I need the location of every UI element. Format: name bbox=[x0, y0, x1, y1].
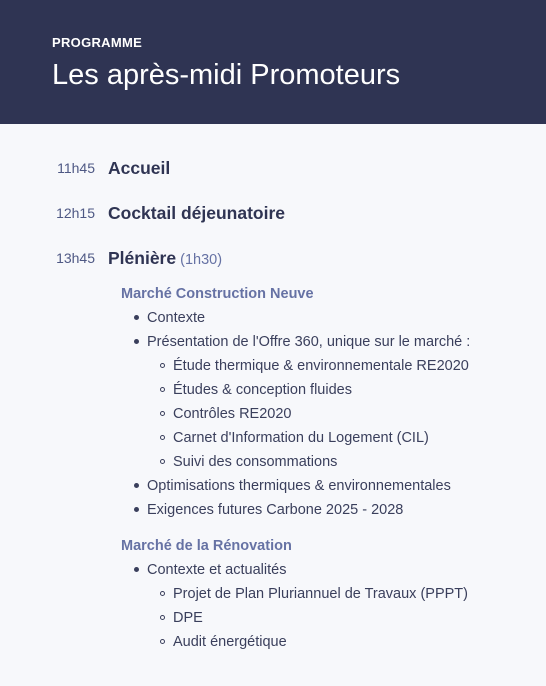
sub-list-item bbox=[160, 380, 352, 400]
circle-bullet-icon bbox=[160, 363, 165, 368]
schedule-time: 12h15 bbox=[56, 205, 95, 221]
list-item-text: Étude thermique & environnementale RE2020 bbox=[173, 358, 469, 374]
schedule-time: 13h45 bbox=[56, 250, 95, 266]
circle-bullet-icon bbox=[160, 411, 165, 416]
list-item-text: Contrôles RE2020 bbox=[173, 406, 292, 422]
section-title-construction-neuve: Marché Construction Neuve bbox=[121, 286, 314, 302]
list-item-text: Audit énergétique bbox=[173, 634, 287, 650]
schedule-label: Cocktail déjeunatoire bbox=[108, 203, 285, 223]
sub-list-item bbox=[160, 584, 468, 604]
list-item-text: Présentation de l'Offre 360, unique sur le marché : bbox=[147, 334, 471, 350]
list-item-text: DPE bbox=[173, 610, 203, 626]
bullet-icon bbox=[134, 339, 139, 344]
schedule-label: Accueil bbox=[108, 158, 171, 178]
list-item-text: Études & conception fluides bbox=[173, 382, 352, 398]
list-item-text: Optimisations thermiques & environnementales bbox=[147, 478, 451, 494]
circle-bullet-icon bbox=[160, 591, 165, 596]
section-title-renovation: Marché de la Rénovation bbox=[121, 538, 292, 554]
sub-list-item bbox=[160, 632, 287, 652]
bullet-icon bbox=[134, 315, 139, 320]
list-item bbox=[134, 308, 205, 328]
circle-bullet-icon bbox=[160, 615, 165, 620]
list-item bbox=[134, 332, 470, 352]
program-eyebrow: PROGRAMME bbox=[52, 35, 143, 50]
circle-bullet-icon bbox=[160, 387, 165, 392]
program-title: Les après-midi Promoteurs bbox=[52, 59, 401, 91]
list-item-text: Contexte et actualités bbox=[147, 562, 287, 578]
schedule-duration: (1h30) bbox=[180, 252, 223, 268]
program-header bbox=[0, 0, 546, 124]
bullet-icon bbox=[134, 483, 139, 488]
list-item bbox=[134, 476, 451, 496]
list-item-text: Exigences futures Carbone 2025 - 2028 bbox=[147, 502, 404, 518]
circle-bullet-icon bbox=[160, 435, 165, 440]
schedule-time: 11h45 bbox=[57, 160, 95, 176]
sub-list-item bbox=[160, 404, 292, 424]
sub-list-item bbox=[160, 452, 337, 472]
list-item-text: Contexte bbox=[147, 310, 206, 326]
schedule-label: Plénière bbox=[108, 248, 177, 268]
list-item bbox=[134, 500, 403, 520]
circle-bullet-icon bbox=[160, 459, 165, 464]
list-item-text: Suivi des consommations bbox=[173, 454, 338, 470]
bullet-icon bbox=[134, 507, 139, 512]
list-item-text: Carnet d'Information du Logement (CIL) bbox=[173, 430, 429, 446]
sub-list-item bbox=[160, 428, 429, 448]
list-item bbox=[134, 560, 286, 580]
sub-list-item bbox=[160, 356, 469, 376]
bullet-icon bbox=[134, 567, 139, 572]
circle-bullet-icon bbox=[160, 639, 165, 644]
list-item-text: Projet de Plan Pluriannuel de Travaux (PPPT) bbox=[173, 586, 468, 602]
schedule-label-with-duration bbox=[108, 244, 222, 274]
sub-list-item bbox=[160, 608, 203, 628]
